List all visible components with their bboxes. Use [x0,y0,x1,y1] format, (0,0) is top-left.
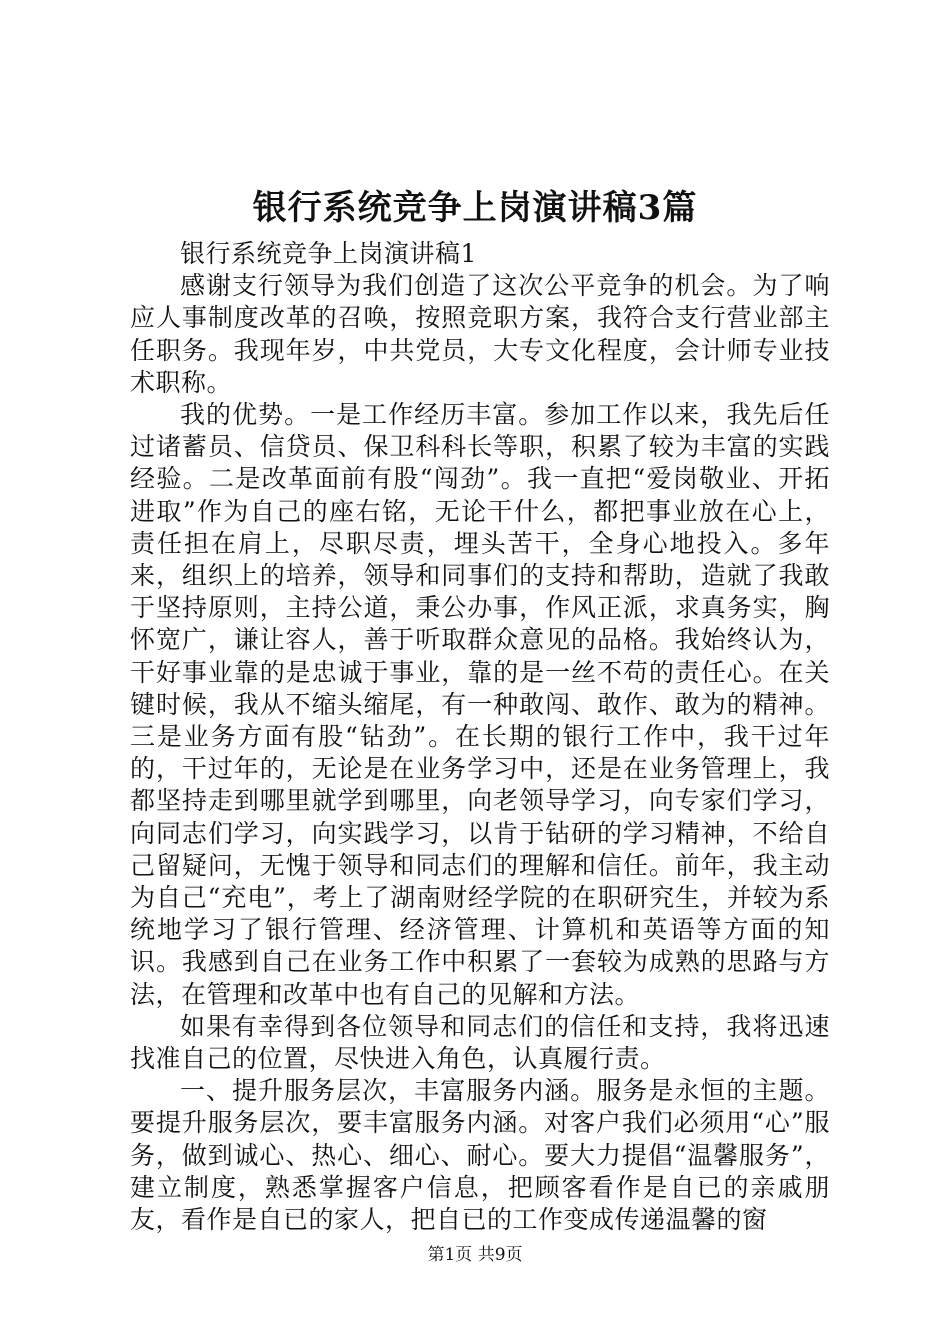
paragraph: 感谢支行领导为我们创造了这次公平竞争的机会。为了响应人事制度改革的召唤，按照竞职方案，我符合支行营业部主任职务。我现年岁，中共党员，大专文化程度，会计师专业技术职称。 [130,271,830,397]
page-number-footer: 第1页 共9页 [427,1245,523,1265]
paragraph: 一、提升服务层次，丰富服务内涵。服务是永恒的主题。要提升服务层次，要丰富服务内涵。对客户我们必须用“心”服务，做到诚心、热心、细心、耐心。要大力提倡“温馨服务”，建立制度，熟悉掌握客户信息，把顾客看作是自已的亲戚朋友，看作是自已的家人，把自已的工作变成传递温馨的窗 [130,1076,830,1235]
paragraph-subtitle: 银行系统竞争上岗演讲稿1 [180,239,477,268]
paragraph: 如果有幸得到各位领导和同志们的信任和支持，我将迅速找准自己的位置，尽快进入角色，认真履行责。 [130,1011,830,1074]
document-body [130,238,830,1236]
paragraph: 我的优势。一是工作经历丰富。参加工作以来，我先后任过诸蓄员、信贷员、保卫科科长等职，积累了较为丰富的实践经验。二是改革面前有股“闯劲”。我一直把“爱岗敬业、开拓进取”作为自己的座右铭，无论干什么，都把事业放在心上，责任担在肩上，尽职尽责，埋头苦干，全身心地投入。多年来，组织上的培养，领导和同事们的支持和帮助，造就了我敢于坚持原则，主持公道，秉公办事，作风正派，求真务实，胸怀宽广，谦让容人，善于听取群众意见的品格。我始终认为，干好事业靠的是忠诚于事业，靠的是一丝不苟的责任心。在关键时候，我从不缩头缩尾，有一种敢闯、敢作、敢为的精神。三是业务方面有股“钻劲”。在长期的银行工作中，我干过年的，干过年的，无论是在业务学习中，还是在业务管理上，我都坚持走到哪里就学到哪里，向老领导学习，向专家们学习，向同志们学习，向实践学习，以肯于钻研的学习精神，不给自己留疑问，无愧于领导和同志们的理解和信任。前年，我主动为自己“充电”，考上了湖南财经学院的在职研究生，并较为系统地学习了银行管理、经济管理、计算机和英语等方面的知识。我感到自己在业务工作中积累了一套较为成熟的思路与方法，在管理和改革中也有自己的见解和方法。 [130,400,830,1009]
document-title: 银行系统竞争上岗演讲稿3篇 [252,188,698,228]
